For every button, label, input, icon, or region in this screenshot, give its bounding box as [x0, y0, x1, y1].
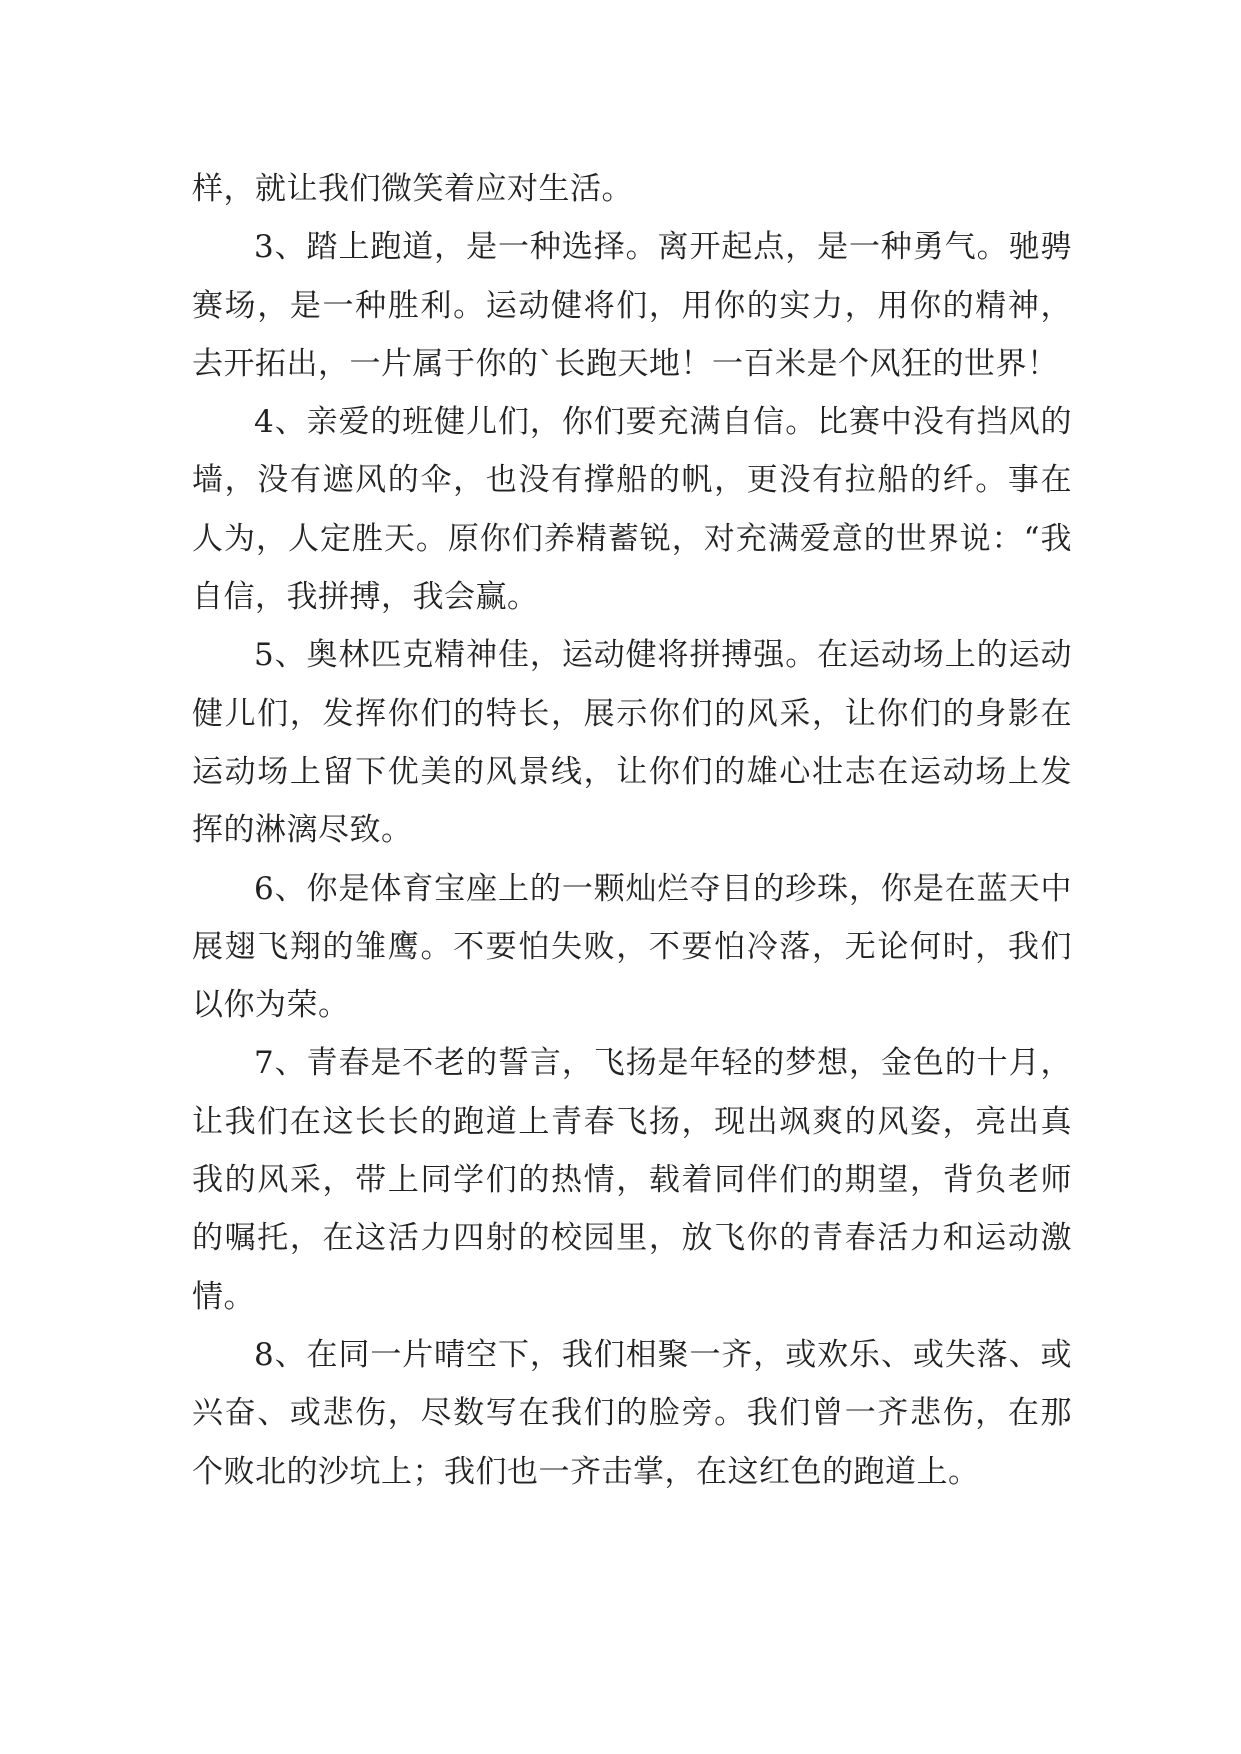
paragraph-4: 4、亲爱的班健儿们，你们要充满自信。比赛中没有挡风的墙，没有遮风的伞，也没有撑船的帆，更没有拉船的纤。事在人为，人定胜天。原你们养精蓄锐，对充满爱意的世界说：“我自信，我拼搏，我会赢。	[192, 404, 1072, 616]
paragraph-3: 3、踏上跑道，是一种选择。离开起点，是一种勇气。驰骋赛场，是一种胜利。运动健将们，用你的实力，用你的精神，去开拓出，一片属于你的`长跑天地！一百米是个风狂的世界！	[192, 229, 1072, 382]
document-body	[192, 160, 1072, 1501]
paragraph-6: 6、你是体育宝座上的一颗灿烂夺目的珍珠，你是在蓝天中展翅飞翔的雏鹰。不要怕失败，不要怕冷落，无论何时，我们以你为荣。	[192, 870, 1072, 1024]
paragraph-continuation: 样，就让我们微笑着应对生活。	[192, 171, 633, 207]
paragraph-7: 7、青春是不老的誓言，飞扬是年轻的梦想，金色的十月，让我们在这长长的跑道上青春飞扬，现出飒爽的风姿，亮出真我的风采，带上同学们的热情，载着同伴们的期望，背负老师的嘱托，在这活力四射的校园里，放飞你的青春活力和运动激情。	[192, 1045, 1072, 1315]
paragraph-5: 5、奥林匹克精神佳，运动健将拼搏强。在运动场上的运动健儿们，发挥你们的特长，展示你们的风采，让你们的身影在运动场上留下优美的风景线，让你们的雄心壮志在运动场上发挥的淋漓尽致。	[192, 637, 1072, 849]
paragraph-8: 8、在同一片晴空下，我们相聚一齐，或欢乐、或失落、或兴奋、或悲伤，尽数写在我们的脸旁。我们曾一齐悲伤，在那个败北的沙坑上；我们也一齐击掌，在这红色的跑道上。	[192, 1336, 1072, 1490]
